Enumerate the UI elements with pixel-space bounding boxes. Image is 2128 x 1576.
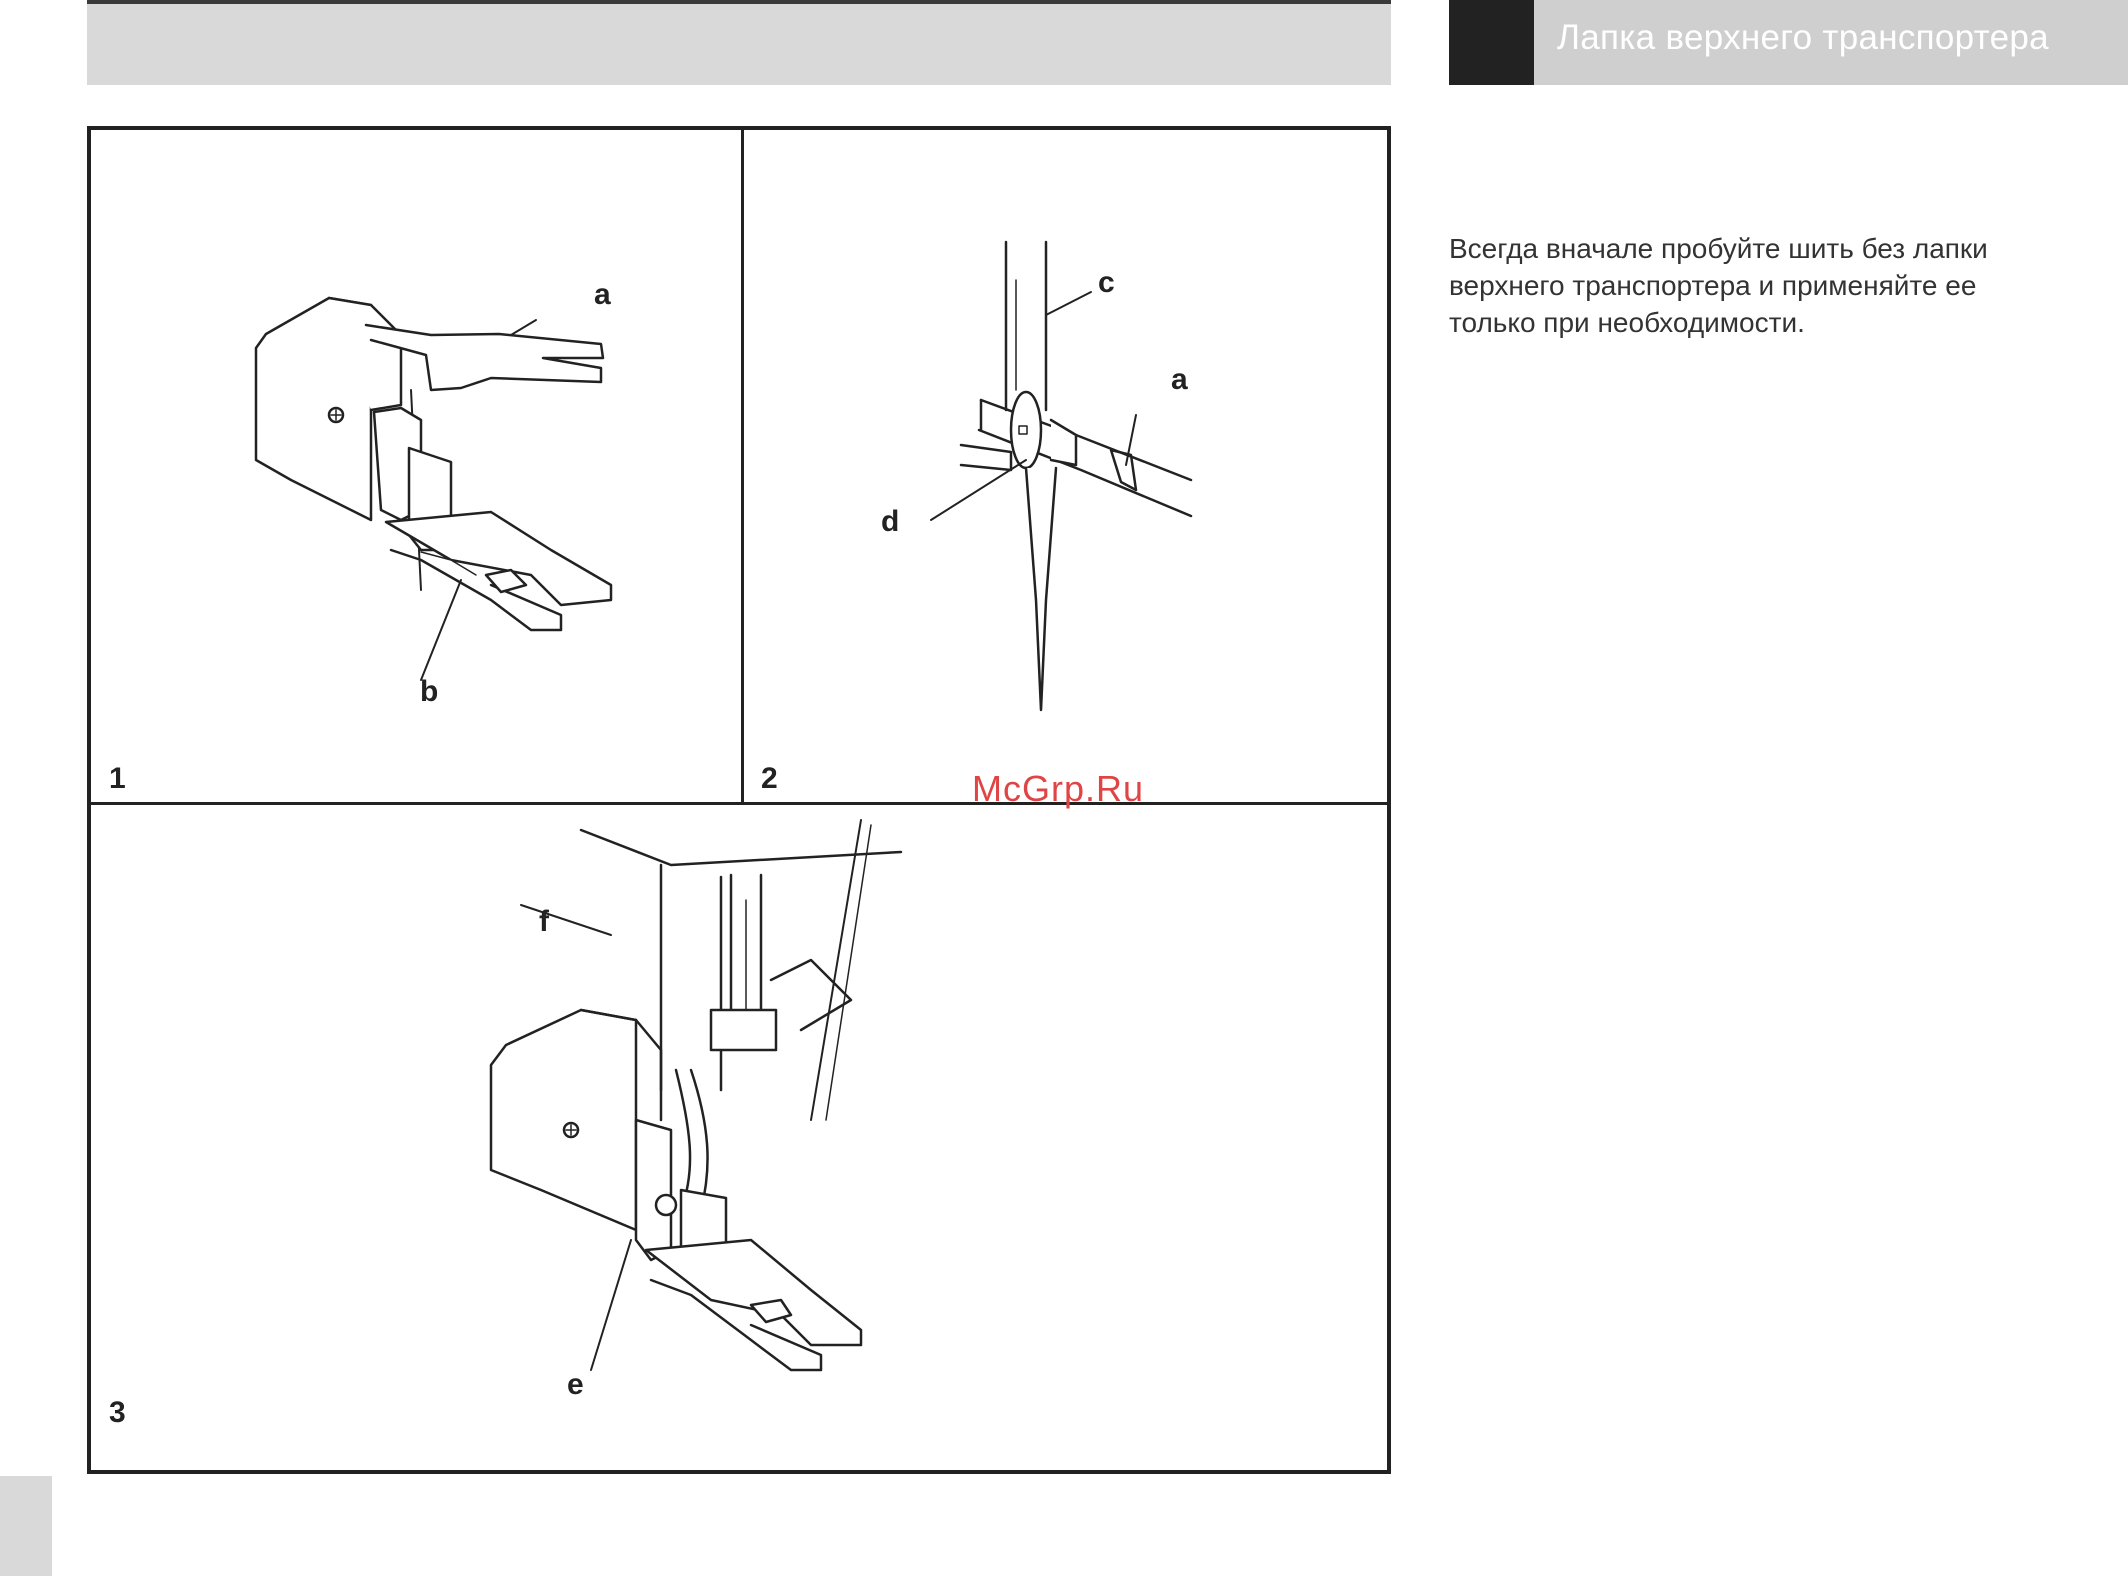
section-title-block (1449, 0, 2128, 85)
panel-number-1: 1 (109, 762, 126, 795)
callout-3-f: f (539, 905, 549, 938)
header-band (87, 0, 1391, 85)
watermark: McGrp.Ru (972, 768, 1145, 809)
section-title: Лапка верхнего транспортера (1557, 18, 2049, 57)
callout-2-c: c (1098, 266, 1115, 299)
page-edge-tab (0, 1476, 52, 1576)
title-dark-square (1449, 0, 1534, 85)
walking-foot-drawing-1 (256, 298, 611, 630)
panel-number-2: 2 (761, 762, 778, 795)
instruction-text: Всегда вначале пробуйте шить без лапки верхнего транспортера и применяйте ее только при необходимости. (1449, 233, 1988, 338)
callout-1-b: b (420, 675, 439, 708)
callout-1-a: a (594, 278, 611, 311)
callout-2-d: d (881, 505, 900, 538)
figure-frame (87, 126, 1391, 1474)
needle-assembly-drawing-2 (961, 242, 1191, 710)
sewing-foot-illustrations (91, 130, 1387, 1470)
callout-3-e: e (567, 1368, 584, 1401)
callout-2-a: a (1171, 363, 1188, 396)
walking-foot-drawing-3 (491, 820, 901, 1370)
panel-number-3: 3 (109, 1396, 126, 1429)
